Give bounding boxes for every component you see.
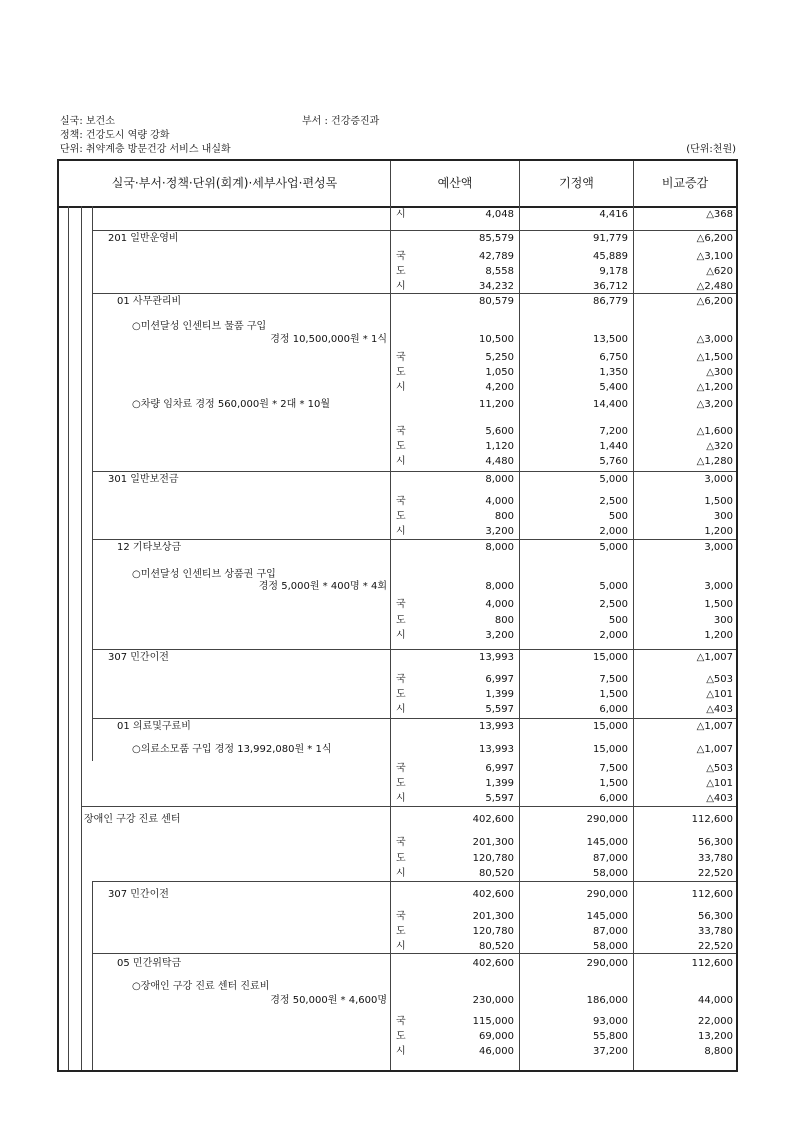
diff-amount: 1,500	[704, 496, 733, 507]
fixed-amount: 186,000	[586, 995, 628, 1006]
budget-amount: 5,597	[485, 704, 514, 715]
budget-amount: 46,000	[479, 1046, 514, 1057]
funding-source: 도	[396, 511, 406, 522]
funding-source: 시	[396, 526, 406, 537]
fixed-amount: 5,000	[599, 542, 628, 553]
diff-amount: △1,007	[696, 652, 733, 663]
fixed-amount: 290,000	[586, 889, 628, 900]
funding-source: 도	[396, 926, 406, 937]
row-label: 01 의료및구료비	[117, 721, 191, 732]
budget-amount: 5,600	[485, 426, 514, 437]
funding-source: 시	[396, 281, 406, 292]
fixed-amount: 7,500	[599, 763, 628, 774]
fixed-amount: 5,000	[599, 474, 628, 485]
row-label: 장애인 구강 진료 센터	[84, 814, 181, 825]
budget-amount: 1,120	[485, 441, 514, 452]
diff-amount: △1,500	[696, 352, 733, 363]
diff-amount: △1,007	[696, 721, 733, 732]
diff-amount: 300	[713, 615, 733, 626]
budget-table	[57, 159, 738, 1072]
fixed-amount: 7,500	[599, 674, 628, 685]
department-label: 부서 : 건강증진과	[302, 116, 380, 127]
section-separator	[81, 806, 736, 807]
diff-amount: 300	[713, 511, 733, 522]
diff-amount: △3,000	[696, 334, 733, 345]
column-header-fixed: 기정액	[559, 176, 594, 190]
budget-amount: 34,232	[479, 281, 514, 292]
fixed-amount: 55,800	[593, 1031, 628, 1042]
diff-amount: 22,520	[698, 941, 733, 952]
diff-amount: △1,600	[696, 426, 733, 437]
fixed-amount: 290,000	[586, 814, 628, 825]
fixed-amount: 87,000	[593, 926, 628, 937]
fixed-amount: 15,000	[593, 721, 628, 732]
fixed-amount: 13,500	[593, 334, 628, 345]
fixed-amount: 14,400	[593, 399, 628, 410]
funding-source: 국	[396, 837, 406, 848]
fixed-amount: 145,000	[586, 837, 628, 848]
row-label: ○장애인 구강 진료 센터 진료비	[132, 981, 270, 992]
row-label: 05 민간위탁금	[117, 958, 182, 969]
budget-amount: 1,050	[485, 367, 514, 378]
budget-amount: 120,780	[472, 853, 514, 864]
diff-amount: △320	[706, 441, 733, 452]
budget-amount: 402,600	[472, 814, 514, 825]
budget-amount: 10,500	[479, 334, 514, 345]
budget-amount: 80,520	[479, 868, 514, 879]
budget-amount: 13,993	[479, 721, 514, 732]
funding-source: 국	[396, 674, 406, 685]
table-header	[59, 161, 736, 208]
fixed-amount: 6,000	[599, 704, 628, 715]
row-label: 경정 50,000원 * 4,600명	[270, 995, 387, 1006]
fixed-amount: 5,760	[599, 456, 628, 467]
column-header-diff: 비교증감	[661, 176, 709, 190]
budget-amount: 201,300	[472, 837, 514, 848]
fixed-amount: 4,416	[599, 209, 628, 220]
diff-amount: 112,600	[691, 889, 733, 900]
row-label: ○미션달성 인센티브 상품권 구입	[132, 569, 276, 580]
row-label: 307 민간이전	[108, 889, 169, 900]
fixed-amount: 2,000	[599, 526, 628, 537]
section-separator	[92, 953, 736, 954]
budget-amount: 5,250	[485, 352, 514, 363]
budget-amount: 13,993	[479, 652, 514, 663]
budget-amount: 120,780	[472, 926, 514, 937]
diff-amount: △3,200	[696, 399, 733, 410]
diff-amount: 112,600	[691, 814, 733, 825]
funding-source: 국	[396, 352, 406, 363]
diff-amount: 3,000	[704, 474, 733, 485]
fixed-amount: 6,000	[599, 793, 628, 804]
diff-amount: 33,780	[698, 853, 733, 864]
budget-amount: 800	[494, 615, 514, 626]
fixed-amount: 5,000	[599, 581, 628, 592]
fixed-amount: 37,200	[593, 1046, 628, 1057]
funding-source: 시	[396, 209, 406, 220]
diff-amount: △3,100	[696, 251, 733, 262]
diff-amount: 1,500	[704, 599, 733, 610]
budget-amount: 80,520	[479, 941, 514, 952]
hierarchy-line	[68, 206, 69, 1070]
fixed-amount: 1,500	[599, 689, 628, 700]
diff-amount: △503	[706, 674, 733, 685]
fixed-amount: 9,178	[599, 266, 628, 277]
section-separator	[92, 718, 736, 719]
column-header-item: 실국·부서·정책·단위(회계)·세부사업·편성목	[111, 176, 338, 190]
budget-amount: 85,579	[479, 233, 514, 244]
budget-amount: 3,200	[485, 630, 514, 641]
budget-amount: 1,399	[485, 778, 514, 789]
funding-source: 시	[396, 704, 406, 715]
column-header-budget: 예산액	[437, 176, 473, 190]
fixed-amount: 1,440	[599, 441, 628, 452]
fixed-amount: 5,400	[599, 382, 628, 393]
section-separator	[92, 293, 736, 294]
funding-source: 국	[396, 763, 406, 774]
fixed-amount: 93,000	[593, 1016, 628, 1027]
fixed-amount: 58,000	[593, 868, 628, 879]
funding-source: 시	[396, 456, 406, 467]
funding-source: 도	[396, 266, 406, 277]
row-label: 307 민간이전	[108, 652, 169, 663]
budget-amount: 800	[494, 511, 514, 522]
funding-source: 국	[396, 426, 406, 437]
fixed-amount: 1,500	[599, 778, 628, 789]
fixed-amount: 500	[608, 511, 628, 522]
diff-amount: 22,520	[698, 868, 733, 879]
diff-amount: △368	[706, 209, 733, 220]
diff-amount: △101	[706, 689, 733, 700]
fixed-amount: 15,000	[593, 652, 628, 663]
funding-source: 시	[396, 382, 406, 393]
budget-amount: 11,200	[479, 399, 514, 410]
row-label: 301 일반보전금	[108, 474, 179, 485]
diff-amount: △620	[706, 266, 733, 277]
fixed-amount: 2,500	[599, 496, 628, 507]
budget-amount: 230,000	[472, 995, 514, 1006]
diff-amount: △403	[706, 704, 733, 715]
budget-amount: 6,997	[485, 674, 514, 685]
funding-source: 도	[396, 615, 406, 626]
fixed-amount: 500	[608, 615, 628, 626]
section-separator	[92, 539, 736, 540]
funding-source: 국	[396, 496, 406, 507]
fixed-amount: 45,889	[593, 251, 628, 262]
fixed-amount: 2,000	[599, 630, 628, 641]
funding-source: 국	[396, 599, 406, 610]
budget-amount: 6,997	[485, 763, 514, 774]
diff-amount: △403	[706, 793, 733, 804]
unit-label: 단위: 취약계층 방문건강 서비스 내실화	[60, 144, 231, 155]
row-label: 01 사무관리비	[117, 296, 182, 307]
hierarchy-line	[92, 881, 93, 1070]
budget-amount: 8,000	[485, 542, 514, 553]
funding-source: 국	[396, 251, 406, 262]
budget-amount: 4,200	[485, 382, 514, 393]
budget-amount: 4,480	[485, 456, 514, 467]
fixed-amount: 87,000	[593, 853, 628, 864]
diff-amount: △6,200	[696, 296, 733, 307]
funding-source: 시	[396, 630, 406, 641]
funding-source: 시	[396, 868, 406, 879]
budget-amount: 4,000	[485, 496, 514, 507]
budget-amount: 402,600	[472, 889, 514, 900]
policy-label: 정책: 건강도시 역량 강화	[60, 130, 170, 141]
office-label: 실국: 보건소	[60, 116, 115, 127]
column-divider	[633, 161, 634, 1070]
diff-amount: 8,800	[704, 1046, 733, 1057]
funding-source: 도	[396, 689, 406, 700]
section-separator	[92, 649, 736, 650]
column-divider	[519, 161, 520, 1070]
budget-amount: 5,597	[485, 793, 514, 804]
fixed-amount: 2,500	[599, 599, 628, 610]
fixed-amount: 91,779	[593, 233, 628, 244]
budget-amount: 1,399	[485, 689, 514, 700]
diff-amount: △300	[706, 367, 733, 378]
diff-amount: △1,200	[696, 382, 733, 393]
diff-amount: 22,000	[698, 1016, 733, 1027]
diff-amount: 3,000	[704, 542, 733, 553]
diff-amount: 112,600	[691, 958, 733, 969]
diff-amount: 1,200	[704, 526, 733, 537]
diff-amount: △1,007	[696, 744, 733, 755]
row-label: ○의료소모품 구입 경정 13,992,080원 * 1식	[132, 744, 332, 755]
funding-source: 시	[396, 1046, 406, 1057]
diff-amount: △2,480	[696, 281, 733, 292]
budget-amount: 201,300	[472, 911, 514, 922]
diff-amount: 56,300	[698, 837, 733, 848]
diff-amount: 44,000	[698, 995, 733, 1006]
diff-amount: 13,200	[698, 1031, 733, 1042]
funding-source: 도	[396, 778, 406, 789]
budget-amount: 115,000	[472, 1016, 514, 1027]
funding-source: 국	[396, 911, 406, 922]
funding-source: 도	[396, 367, 406, 378]
row-label: ○미션달성 인센티브 물품 구입	[132, 321, 267, 332]
fixed-amount: 15,000	[593, 744, 628, 755]
diff-amount: 3,000	[704, 581, 733, 592]
section-separator	[92, 471, 736, 472]
budget-amount: 4,048	[485, 209, 514, 220]
row-label: 12 기타보상금	[117, 542, 182, 553]
budget-amount: 8,000	[485, 581, 514, 592]
fixed-amount: 58,000	[593, 941, 628, 952]
row-label: 201 일반운영비	[108, 233, 179, 244]
budget-amount: 4,000	[485, 599, 514, 610]
fixed-amount: 1,350	[599, 367, 628, 378]
funding-source: 도	[396, 1031, 406, 1042]
hierarchy-line	[81, 206, 82, 1070]
diff-amount: △1,280	[696, 456, 733, 467]
section-separator	[92, 881, 736, 882]
fixed-amount: 145,000	[586, 911, 628, 922]
row-label: ○차량 임차료 경정 560,000원 * 2대 * 10월	[132, 399, 331, 410]
section-separator	[92, 230, 736, 231]
diff-amount: 33,780	[698, 926, 733, 937]
funding-source: 도	[396, 441, 406, 452]
row-label: 경정 10,500,000원 * 1식	[270, 334, 387, 345]
diff-amount: △101	[706, 778, 733, 789]
budget-amount: 3,200	[485, 526, 514, 537]
currency-unit: (단위:천원)	[686, 144, 736, 155]
fixed-amount: 290,000	[586, 958, 628, 969]
budget-amount: 8,000	[485, 474, 514, 485]
row-label: 경정 5,000원 * 400명 * 4회	[258, 581, 387, 592]
funding-source: 도	[396, 853, 406, 864]
fixed-amount: 6,750	[599, 352, 628, 363]
budget-amount: 13,993	[479, 744, 514, 755]
budget-amount: 42,789	[479, 251, 514, 262]
fixed-amount: 7,200	[599, 426, 628, 437]
funding-source: 시	[396, 793, 406, 804]
budget-amount: 402,600	[472, 958, 514, 969]
funding-source: 국	[396, 1016, 406, 1027]
diff-amount: 56,300	[698, 911, 733, 922]
diff-amount: 1,200	[704, 630, 733, 641]
diff-amount: △503	[706, 763, 733, 774]
fixed-amount: 86,779	[593, 296, 628, 307]
budget-amount: 69,000	[479, 1031, 514, 1042]
budget-amount: 80,579	[479, 296, 514, 307]
diff-amount: △6,200	[696, 233, 733, 244]
funding-source: 시	[396, 941, 406, 952]
budget-amount: 8,558	[485, 266, 514, 277]
hierarchy-line	[92, 206, 93, 761]
column-divider	[390, 161, 391, 1070]
fixed-amount: 36,712	[593, 281, 628, 292]
